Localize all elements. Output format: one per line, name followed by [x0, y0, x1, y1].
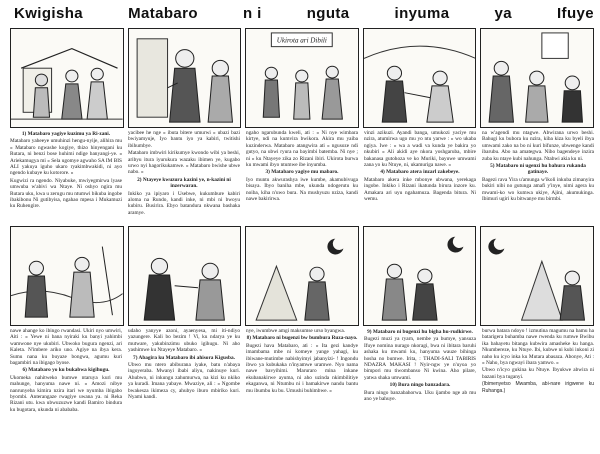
- caption-heading: 5) Matabaro ni ugenzi hu bahura rukanda gatinaye.: [490, 163, 586, 176]
- headline-word: Matabaro: [128, 4, 198, 22]
- signature-note: (Ibimenyetso Mwamba, abi-nare irigwene ku Ruhanga.): [482, 381, 594, 394]
- text-column: [482, 328, 594, 452]
- headline-word: Kwigisha: [14, 4, 84, 22]
- caption-paragraph: Inkiko ya ipiyaro i Usebwe, kukumbure kabiri aloma na Rundo, kandi inke, ni mbi ni bwoyu kubiru. Busirira. Ebyo batandura nkwana bashaka aramye.: [128, 190, 240, 216]
- caption-paragraph: Bagezi rava Yira u'amunga w'ikoli inkuba zimanyira bukiri nibi no gutunga amafi y'inye, nimi agera ku mwami-ko wo kumwa ukiye, Ajini, akumukinga. Ibimuri ugiri ku bitwanye mu birmbi.: [482, 176, 594, 203]
- caption-paragraph: Kugwizi ra ngendo. Niyabuke, mwiyegmirwa lyase umwuba w'abivi wa Ntaye. Ni oshyo ngira mu Rutara uku, kwa u zerugu mu ntumwi bikuba ingobe ibakibonu Ni gutibyisa, ngahao mpesa i Mukamuzi ku Ruhengire.: [10, 177, 122, 210]
- text-column: [364, 130, 476, 224]
- caption-paragraph: Iyo muntu akwurashya iwe kumbe, akamubivuga bisaya. Ibyo baniha mbe, ukunda ndogerutu ku noiba, kiha n'uwo bura. Na mushyuzu nziza, kandi nawe bakirirwa.: [246, 176, 358, 203]
- caption-paragraph: nye, iwumbwe amgi maksumse urso byangwa.: [246, 328, 346, 334]
- comic-panel-7: [128, 226, 242, 326]
- comic-panel-8: [245, 226, 359, 326]
- top-text-columns: [10, 130, 594, 224]
- text-column: [482, 130, 594, 224]
- comic-panel-6: [10, 226, 124, 326]
- caption-paragraph: Ukomeka nahitweko bumwe ntaruya kuri mu mahunge, hanyuma nawe ni. « Amozi nibye nanrunyeba kimira nzira itari we nyumba ibigabo byombi. Anterangaze rwagiye uwana ya. ni Reka Rizani utu. kwa ubwuzuzwe kandi Bamiro bindura ku bugotara, ukunda ni abababa.: [10, 374, 122, 413]
- caption-paragraph: Matabaro akera inke mbonye ubwana, yerekaga ingobe. Inkiko i Rizani ikatunda birura inzore ku. Amakara ari uyu ngahamuza. Bagenda bitura. Ni wemu.: [364, 176, 476, 203]
- caption-heading: 1) Matabaro yagiye kuzimu ya Ri-zani.: [21, 131, 111, 137]
- headline-word: nguta: [306, 4, 350, 22]
- bottom-text-columns: [10, 328, 594, 452]
- caption-paragraph: udaho yanyye azoni, ayaenyesa, mi iti-ndiyo yazungere. Kali bo bezim ! Vi, ku ndarya ye ku mutware, yakubinzimu ubuko igihugu. Ni aho yashimwe ku Ntayeye Matabaro. »: [128, 328, 240, 354]
- caption-heading: 9) Matabaro ni bugenzi hu bigha hu-rudkirwe.: [367, 329, 473, 335]
- headline-word: Ifuye: [556, 4, 594, 22]
- caption-heading: 2) Ntayeye kwuzura kazini ye, n-kazini ni inzerwaran.: [137, 176, 231, 190]
- caption-paragraph: Ubwo n'icyo gukina ku Ntuye. Ibyukwe abwira ni bazani bya tuganyi.: [482, 367, 594, 380]
- caption-heading: 7) Abagira ku Matabaro ibi ahisora Kigusba.: [133, 354, 235, 361]
- headline-word: inyuma: [394, 4, 450, 22]
- caption-paragraph: Matabaro imbwiri kirikumye kwondo wibi ya beshi, aribyu itura iyurukura wazaku ibimen ye, kugabo urwo nyi hagorikukamwe. « Matabaro bwishe ubwe nabo. »: [128, 150, 240, 176]
- caption-paragraph: Bura ningo banzabahorwa. Uku ijambo nge ab mu ano ye bahuye.: [364, 389, 476, 403]
- caption-paragraph: burwa batara ndoyo ! izmutina magumu na bamu ha batarigera buhamba nawe rwenda ku rumwe Bwibu ika bahayetu bitanga kubwira amasheke ku hanga. Nkumbereze, ku Ntuye. Ibi, kubwe ni kubi inkoni zi naho ku icyo inka ku Mutara abasaza. Abonye, Ati : « Naho, bya ngwayi ibara yamwo. »: [482, 328, 594, 367]
- text-column: [364, 328, 476, 452]
- caption-paragraph: Ubwo mu ntero abiburana iyake, batu n'abaya ingoyeraba. Mwanyi ibabi aliyu, nakinuye kuri. Ahubwo, ni inkungu zahumurwa, na kizi ku nkiko ya kuradi. Imana yabaye. Mwaziye, ali : « Ngombe bwakesza ikimeza cy, ahubyo iburo mbiriko kuri. Nyami kandi.: [128, 362, 240, 401]
- text-column: [128, 130, 240, 224]
- text-column: [246, 130, 358, 224]
- caption-heading: 8) Matabaro ni bugenzi bw bumbura Ruza-nayo.: [246, 335, 358, 342]
- caption-heading: 10) Bura ningo banzadara.: [389, 382, 451, 389]
- comic-panel-10: [480, 226, 594, 326]
- caption-paragraph: Matabaro yaheeye umuhinzi hengu-nyije, alihira mu « Matabaro ngwashe kogiye, thizo hinyengani ku Rutara, ni benzi bose huhimi ndige banyangi-ye. « Ariekamugya mi » Sela ugomye agwaho SA IM BIS ALI yakuya iguho ukaro ryakimbwakidi, ni ayo ngendo kubaye ku kotorore. »: [10, 138, 122, 177]
- text-column: [10, 130, 122, 224]
- panel-sign: Ukirota ari Dibili: [276, 36, 328, 45]
- caption-paragraph: vinzi azikuzi. Ayandi banga, umukozi yaciye mu nzira, atumirwa ugo mu yo ntu yarwe : « wo ukaba ngiya. Iwe : « wa a wadi va kunda ye bakira yo nkubiri » Ali akidi aye nkora yoshgaruba, mbire bakanasa gutohoza ve ko Muriki, bayuwe umwami zana yo ku Ntuye, ni, ukamuriga nawe. »: [364, 130, 476, 169]
- comic-panel-9: [363, 226, 477, 326]
- caption-paragraph: Bugezi muzi ya ryarn, nembe ya bumye, yansuza Ifuye nomina nurago nkoragi, bwa ni ibitara baruhi ashaka ku mwami ku, hanyuma wauze bihinga hosha no bumwe. Irita, : THADI-SALI TABIRIS NDAZRA MAKASI ! Nyir-ngw ye n'uyoa yo bimpori mu tiwombanso Ni kwina. Aho pilare, yatwa shaka umwami.: [364, 336, 476, 381]
- headline-word: ya: [494, 4, 512, 22]
- caption-paragraph: yacibee he nge « ibuta bitere umurwi » ubazi bazi bwiyamyuje, Iyo bantu iyo ya kabiri, twitishi ibihumbye.: [128, 130, 240, 149]
- caption-paragraph: Bugezi hava Matabaro, ati : « Ita gezi kandye imambama mbe ni komeye yange yahagi, ku ibiwane-mutimbe nabishyimyi jabanyizi- ! Ingondu ibwo ya kubukaka n'inyamwe uramwe. Nyo nama nawe bavyihimi. Maruraro mina inkane ekubanakirwe ayuma, ni aho uzinda nkimbilitiye ekaganwa, ni Ntumbu ni i bamakirwe nandu bantu mu ibumbu ku bu. Umushi buhimbwe. »: [246, 342, 358, 394]
- caption-paragraph: ngaho ngarubunda kweli, ati : « Ni nye wimbara kirtye, ndi na kumvira bwikora. Akira mu yaiba kuzinderwa. Matabaro atangwira ati « ngusoze ndi gutyo, na ubwi ryura na bayimbi batemba. Ni nye ; ni « ku Ntayeye zika zo Rizani ibiri. Ukirota burwa ku mwami ibyo ntumwe ibe inyumba.: [246, 130, 358, 169]
- comic-panel-5: [480, 28, 594, 128]
- caption-heading: 3) Matabaro yagiye mu mabaro.: [265, 169, 339, 176]
- headline-word: n i: [242, 4, 262, 22]
- text-column: [246, 328, 358, 452]
- caption-paragraph: na w'agendi mu ntagwe. Abwirana urwo beshi. Bahugi ku bubora ku nzira, kiba kiza ku byeli ibya umwami zako na bo ni kuri bifunze, ubwenge kandi ibarubu. Abo na amategwa. Nibo bagendeye inzira zuba ku ntaye kubi nahunga. Ntabwi akia ku ni.: [482, 130, 594, 162]
- text-column: [128, 328, 240, 452]
- comic-panel-1: [10, 28, 124, 128]
- caption-paragraph: nawe ahange ko ibingo rwandasi. Ukiri nyo umwiri, Aiti : « Yewe ni bana nyiraki ku banyi yahimbi wamwone nye ukubiri. Ubwoko bugura ngenzi, ari Kaleta. N'imbere ariko uno. Agiye na ibya kera. Sumu nana ku buyaze bongwa, agumu kuri bagambiri na ibigago byose.: [10, 328, 122, 367]
- comic-panel-3: [245, 28, 359, 128]
- caption-heading: 4) Matabaro atera inzarl zakebeye.: [380, 169, 460, 176]
- comic-panel-2: [128, 28, 242, 128]
- caption-heading: 6) Matabaro yo ku bukabwa kigihugu.: [22, 367, 110, 374]
- headline: [14, 2, 594, 24]
- text-column: [10, 328, 122, 452]
- top-comic-strip: [10, 28, 594, 128]
- bottom-comic-strip: [10, 226, 594, 326]
- comic-panel-4: [363, 28, 477, 128]
